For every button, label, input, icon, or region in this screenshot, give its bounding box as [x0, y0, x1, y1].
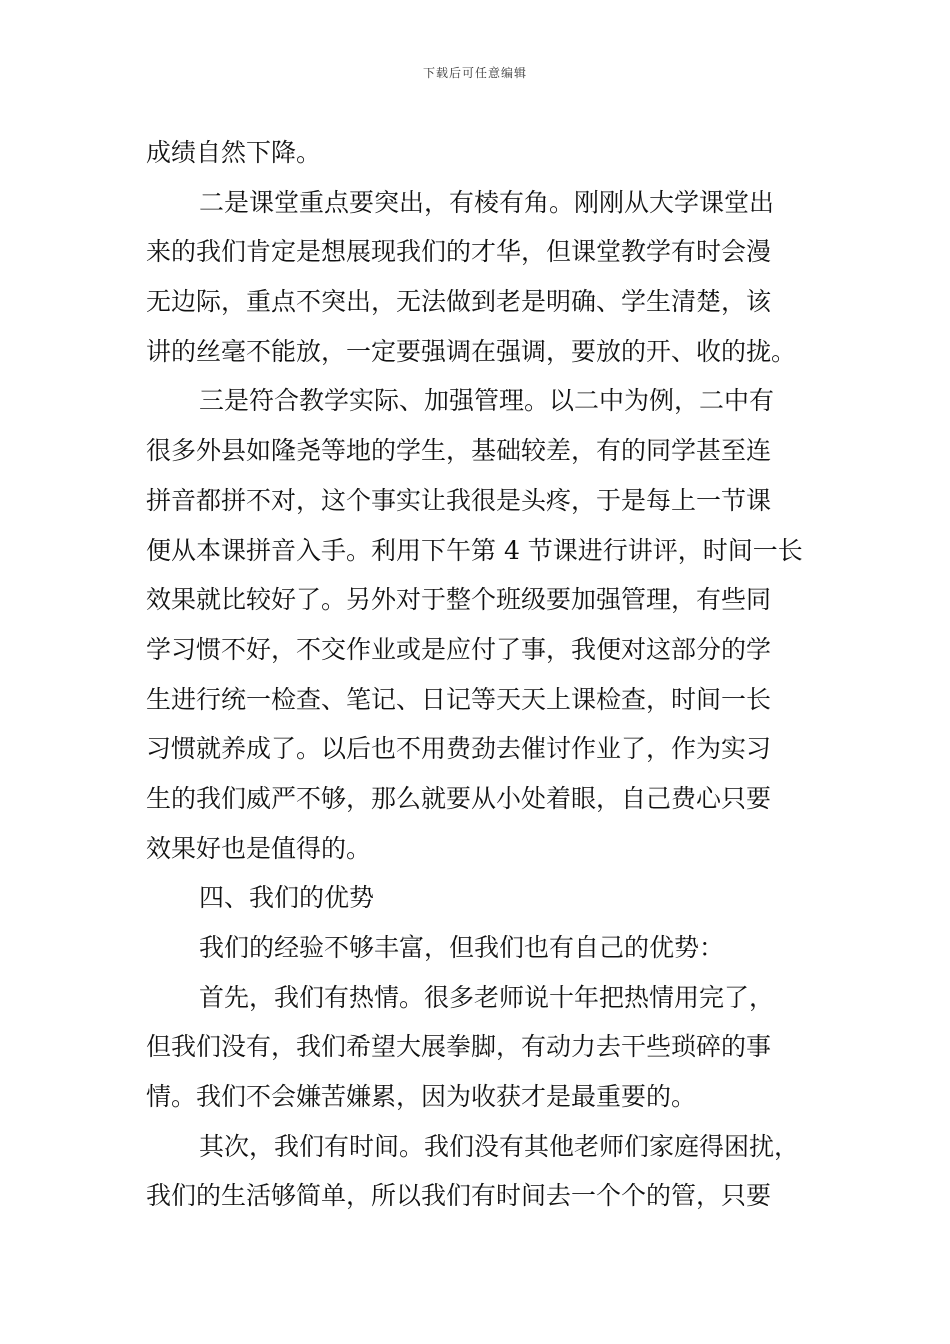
text-line: 生的我们威严不够，那么就要从小处着眼，自己费心只要 [146, 783, 772, 813]
text-line: 很多外县如隆尧等地的学生，基础较差，有的同学甚至连 [146, 436, 772, 466]
page-header: 下载后可任意编辑 [422, 66, 527, 80]
text-line: 生进行统一检查、笔记、日记等天天上课检查，时间一长 [146, 684, 772, 714]
text-line: 来的我们肯定是想展现我们的才华，但课堂教学有时会漫 [146, 237, 772, 267]
text-line: 效果好也是值得的。 [146, 833, 372, 863]
text-line: 首先，我们有热情。很多老师说十年把热情用完了， [199, 982, 775, 1012]
text-line: 效果就比较好了。另外对于整个班级要加强管理，有些同 [146, 585, 772, 615]
text-line: 习惯就养成了。以后也不用费劲去催讨作业了，作为实习 [146, 734, 772, 764]
text-line: 讲的丝毫不能放，一定要强调在强调，要放的开、收的拢。 [146, 336, 797, 366]
text-line: 无边际，重点不突出，无法做到老是明确、学生清楚，该 [146, 287, 772, 317]
document-body [146, 128, 826, 1221]
text-line: 我们的经验不够丰富，但我们也有自己的优势： [199, 933, 725, 962]
text-line: 二是课堂重点要突出，有棱有角。刚刚从大学课堂出 [199, 187, 775, 217]
text-line: 我们的生活够简单，所以我们有时间去一个个的管，只要 [146, 1181, 772, 1211]
text-line: 但我们没有，我们希望大展拳脚，有动力去干些琐碎的事 [146, 1032, 772, 1062]
text-line: 学习惯不好，不交作业或是应付了事，我便对这部分的学 [146, 634, 772, 664]
text-line: 成绩自然下降。 [146, 138, 322, 167]
text-line: 三是符合教学实际、加强管理。以二中为例，二中有 [199, 386, 775, 416]
section-heading: 四、我们的优势 [199, 883, 375, 913]
text-line: 拼音都拼不对，这个事实让我很是头疼，于是每上一节课 [146, 485, 772, 515]
text-line: 情。我们不会嫌苦嫌累，因为收获才是最重要的。 [146, 1082, 697, 1112]
text-line: 其次，我们有时间。我们没有其他老师们家庭得困扰， [199, 1131, 800, 1161]
text-line: 便从本课拼音入手。利用下午第 4 节课进行讲评，时间一长 [146, 535, 803, 565]
